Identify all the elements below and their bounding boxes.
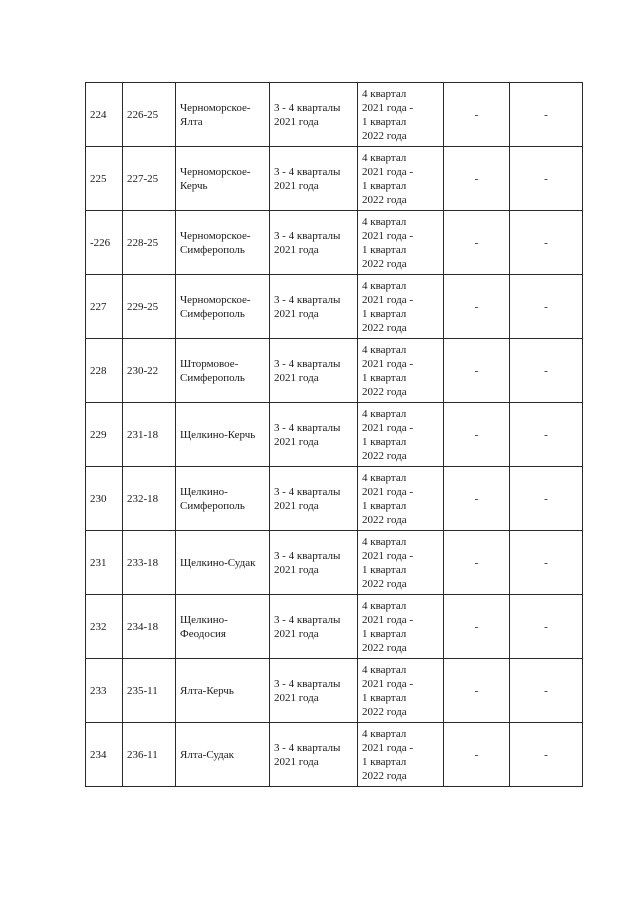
dash-cell-a <box>444 275 510 339</box>
table-row <box>86 467 583 531</box>
dash-cell-a <box>444 659 510 723</box>
term-cell <box>358 339 444 403</box>
dash-cell-b <box>510 275 583 339</box>
dash-cell-a-text: - <box>474 428 479 441</box>
dash-cell-a-text: - <box>474 684 479 697</box>
term-cell-text: 4 квартал 2021 года - 1 квартал 2022 года <box>362 535 414 590</box>
opening-period-cell-text: 3 - 4 кварталы 2021 года <box>274 293 341 320</box>
term-cell-text: 4 квартал 2021 года - 1 квартал 2022 года <box>362 407 414 462</box>
term-cell-text: 4 квартал 2021 года - 1 квартал 2022 года <box>362 279 414 334</box>
route-name-cell-text: Щелкино-Керчь <box>180 428 256 441</box>
opening-period-cell-text: 3 - 4 кварталы 2021 года <box>274 101 341 128</box>
route-code-cell <box>123 595 176 659</box>
dash-cell-a-text: - <box>474 108 479 121</box>
row-number-cell-text: 228 <box>90 364 107 377</box>
row-number-cell-text: 225 <box>90 172 107 185</box>
dash-cell-b-text: - <box>544 172 548 185</box>
row-number-cell-text: 231 <box>90 556 107 569</box>
term-cell <box>358 211 444 275</box>
route-code-cell-text: 235-11 <box>127 684 158 697</box>
dash-cell-b-text: - <box>544 364 548 377</box>
route-code-cell-text: 232-18 <box>127 492 159 505</box>
dash-cell-a-text: - <box>474 172 479 185</box>
opening-period-cell <box>270 659 358 723</box>
table-row <box>86 147 583 211</box>
table-row <box>86 275 583 339</box>
opening-period-cell <box>270 339 358 403</box>
dash-cell-a <box>444 595 510 659</box>
row-number-cell <box>86 403 123 467</box>
dash-cell-a <box>444 531 510 595</box>
term-cell <box>358 403 444 467</box>
dash-cell-b <box>510 659 583 723</box>
dash-cell-a <box>444 403 510 467</box>
row-number-cell-text: 234 <box>90 748 107 761</box>
dash-cell-a-text: - <box>474 748 479 761</box>
route-code-cell <box>123 723 176 787</box>
dash-cell-b-text: - <box>544 236 548 249</box>
opening-period-cell-text: 3 - 4 кварталы 2021 года <box>274 613 341 640</box>
row-number-cell-text: 229 <box>90 428 107 441</box>
table-row <box>86 659 583 723</box>
table-row <box>86 403 583 467</box>
row-number-cell <box>86 659 123 723</box>
dash-cell-a <box>444 723 510 787</box>
dash-cell-a <box>444 467 510 531</box>
term-cell-text: 4 квартал 2021 года - 1 квартал 2022 года <box>362 663 414 718</box>
route-code-cell <box>123 403 176 467</box>
route-name-cell <box>176 211 270 275</box>
opening-period-cell-text: 3 - 4 кварталы 2021 года <box>274 677 341 704</box>
dash-cell-a <box>444 83 510 147</box>
term-cell <box>358 723 444 787</box>
route-name-cell <box>176 403 270 467</box>
opening-period-cell-text: 3 - 4 кварталы 2021 года <box>274 421 341 448</box>
opening-period-cell <box>270 211 358 275</box>
dash-cell-a <box>444 147 510 211</box>
routes-table-body <box>86 83 583 787</box>
row-number-cell-text: 232 <box>90 620 107 633</box>
route-name-cell <box>176 659 270 723</box>
route-code-cell <box>123 467 176 531</box>
term-cell-text: 4 квартал 2021 года - 1 квартал 2022 года <box>362 151 414 206</box>
term-cell <box>358 147 444 211</box>
route-name-cell-text: Черноморское- Симферополь <box>180 229 251 256</box>
row-number-cell <box>86 147 123 211</box>
dash-cell-b <box>510 83 583 147</box>
table-row <box>86 595 583 659</box>
term-cell <box>358 659 444 723</box>
opening-period-cell <box>270 723 358 787</box>
table-row <box>86 211 583 275</box>
row-number-cell <box>86 211 123 275</box>
term-cell <box>358 531 444 595</box>
dash-cell-b-text: - <box>544 620 548 633</box>
row-number-cell-text: -226 <box>90 236 111 249</box>
dash-cell-b-text: - <box>544 428 548 441</box>
term-cell <box>358 467 444 531</box>
dash-cell-b-text: - <box>544 300 548 313</box>
table-row <box>86 83 583 147</box>
table-row <box>86 531 583 595</box>
dash-cell-b <box>510 723 583 787</box>
dash-cell-a-text: - <box>474 620 479 633</box>
dash-cell-b-text: - <box>544 492 548 505</box>
opening-period-cell-text: 3 - 4 кварталы 2021 года <box>274 549 341 576</box>
opening-period-cell-text: 3 - 4 кварталы 2021 года <box>274 229 341 256</box>
term-cell <box>358 275 444 339</box>
term-cell-text: 4 квартал 2021 года - 1 квартал 2022 года <box>362 471 414 526</box>
routes-table <box>85 82 583 787</box>
route-name-cell-text: Черноморское- Симферополь <box>180 293 251 320</box>
row-number-cell-text: 224 <box>90 108 107 121</box>
route-code-cell <box>123 531 176 595</box>
dash-cell-b <box>510 531 583 595</box>
route-name-cell-text: Щелкино-Судак <box>180 556 256 569</box>
dash-cell-a-text: - <box>474 236 479 249</box>
term-cell-text: 4 квартал 2021 года - 1 квартал 2022 года <box>362 215 414 270</box>
opening-period-cell-text: 3 - 4 кварталы 2021 года <box>274 357 341 384</box>
opening-period-cell <box>270 147 358 211</box>
opening-period-cell <box>270 595 358 659</box>
route-name-cell <box>176 531 270 595</box>
dash-cell-a-text: - <box>474 556 479 569</box>
route-code-cell-text: 226-25 <box>127 108 159 121</box>
opening-period-cell <box>270 275 358 339</box>
opening-period-cell <box>270 83 358 147</box>
route-code-cell <box>123 147 176 211</box>
route-name-cell-text: Черноморское- Ялта <box>180 101 251 128</box>
table-row <box>86 723 583 787</box>
row-number-cell-text: 230 <box>90 492 107 505</box>
route-code-cell-text: 231-18 <box>127 428 159 441</box>
row-number-cell <box>86 723 123 787</box>
route-code-cell-text: 229-25 <box>127 300 159 313</box>
dash-cell-a <box>444 211 510 275</box>
dash-cell-a-text: - <box>474 300 479 313</box>
dash-cell-b-text: - <box>544 108 548 121</box>
term-cell <box>358 83 444 147</box>
route-code-cell <box>123 83 176 147</box>
route-code-cell <box>123 275 176 339</box>
row-number-cell <box>86 467 123 531</box>
row-number-cell-text: 227 <box>90 300 107 313</box>
row-number-cell <box>86 83 123 147</box>
row-number-cell <box>86 531 123 595</box>
route-name-cell-text: Штормовое- Симферополь <box>180 357 245 384</box>
dash-cell-b-text: - <box>544 684 548 697</box>
opening-period-cell-text: 3 - 4 кварталы 2021 года <box>274 741 341 768</box>
route-name-cell <box>176 339 270 403</box>
route-name-cell <box>176 595 270 659</box>
dash-cell-b <box>510 211 583 275</box>
dash-cell-b <box>510 595 583 659</box>
route-name-cell-text: Черноморское- Керчь <box>180 165 251 192</box>
dash-cell-b <box>510 339 583 403</box>
opening-period-cell-text: 3 - 4 кварталы 2021 года <box>274 165 341 192</box>
dash-cell-b-text: - <box>544 556 548 569</box>
route-code-cell-text: 230-22 <box>127 364 159 377</box>
route-name-cell <box>176 147 270 211</box>
dash-cell-b-text: - <box>544 748 548 761</box>
route-code-cell-text: 234-18 <box>127 620 159 633</box>
route-code-cell <box>123 211 176 275</box>
table-row <box>86 339 583 403</box>
route-name-cell <box>176 83 270 147</box>
route-name-cell <box>176 723 270 787</box>
dash-cell-a-text: - <box>474 492 479 505</box>
route-name-cell-text: Ялта-Судак <box>180 748 235 761</box>
row-number-cell <box>86 339 123 403</box>
route-code-cell-text: 233-18 <box>127 556 159 569</box>
route-name-cell-text: Щелкино- Симферополь <box>180 485 245 512</box>
route-code-cell <box>123 339 176 403</box>
route-name-cell <box>176 467 270 531</box>
term-cell-text: 4 квартал 2021 года - 1 квартал 2022 года <box>362 727 414 782</box>
route-code-cell <box>123 659 176 723</box>
opening-period-cell <box>270 467 358 531</box>
row-number-cell <box>86 275 123 339</box>
dash-cell-a-text: - <box>474 364 479 377</box>
term-cell-text: 4 квартал 2021 года - 1 квартал 2022 года <box>362 87 414 142</box>
dash-cell-a <box>444 339 510 403</box>
row-number-cell-text: 233 <box>90 684 107 697</box>
route-code-cell-text: 227-25 <box>127 172 159 185</box>
route-code-cell-text: 228-25 <box>127 236 159 249</box>
opening-period-cell <box>270 531 358 595</box>
row-number-cell <box>86 595 123 659</box>
dash-cell-b <box>510 403 583 467</box>
dash-cell-b <box>510 467 583 531</box>
term-cell-text: 4 квартал 2021 года - 1 квартал 2022 года <box>362 343 414 398</box>
term-cell-text: 4 квартал 2021 года - 1 квартал 2022 года <box>362 599 414 654</box>
opening-period-cell <box>270 403 358 467</box>
route-name-cell-text: Ялта-Керчь <box>180 684 234 697</box>
route-name-cell <box>176 275 270 339</box>
opening-period-cell-text: 3 - 4 кварталы 2021 года <box>274 485 341 512</box>
term-cell <box>358 595 444 659</box>
route-code-cell-text: 236-11 <box>127 748 158 761</box>
route-name-cell-text: Щелкино- Феодосия <box>180 613 228 640</box>
dash-cell-b <box>510 147 583 211</box>
